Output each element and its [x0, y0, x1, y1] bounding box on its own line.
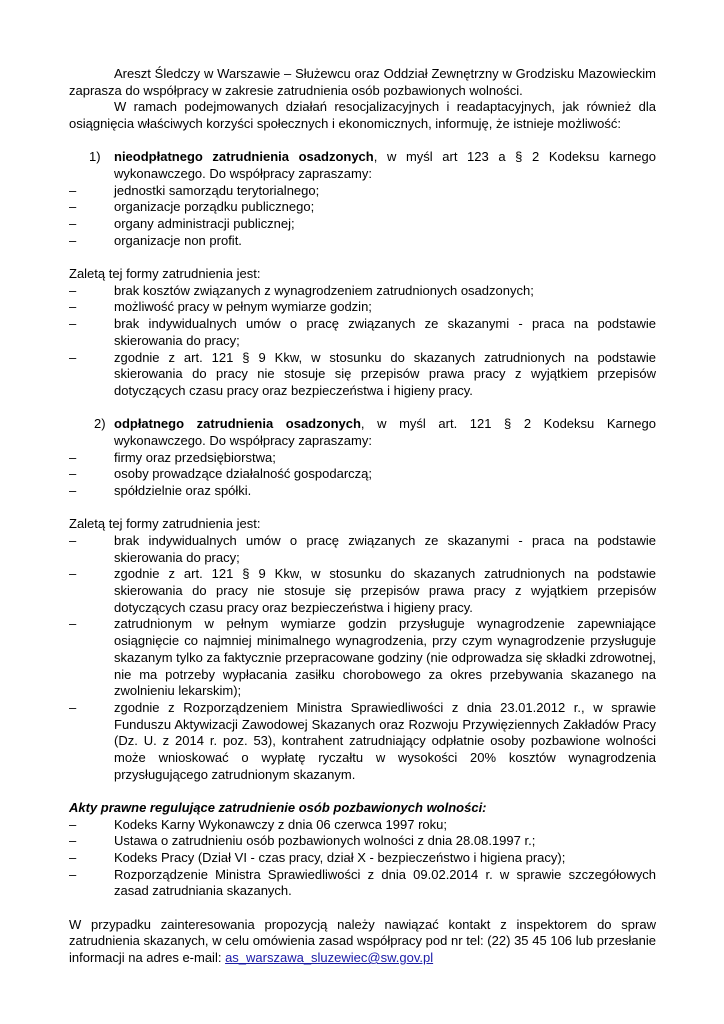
list-item: – możliwość pracy w pełnym wymiarze godzin;	[69, 299, 372, 315]
list-item: – brak indywidualnych umów o pracę związanych ze skazanymi - praca na podstawie skierowania do pracy;	[69, 316, 656, 348]
spacer	[69, 500, 656, 517]
email-link[interactable]: as_warszawa_sluzewiec@sw.gov.pl	[225, 950, 434, 966]
spacer	[69, 400, 656, 417]
legal-acts-title: Akty prawne regulujące zatrudnienie osób pozbawionych wolności:	[69, 799, 487, 815]
list-item: – organy administracji publicznej;	[69, 216, 295, 232]
section-2-heading	[94, 416, 656, 449]
section-1-advantages-title: Zaletą tej formy zatrudnienia jest:	[69, 266, 261, 282]
list-item: – brak kosztów związanych z wynagrodzeniem zatrudnionych osadzonych;	[69, 282, 534, 298]
section-1-rest: , w myśl art 123 a § 2 Kodeksu karnego wykonawczego. Do współpracy zapraszamy:	[114, 149, 656, 182]
list-item: – Kodeks Pracy (Dział VI - czas pracy, dział X - bezpieczeństwo i higiena pracy);	[69, 850, 566, 866]
section-2-text	[114, 416, 656, 449]
list-item: – organizacje non profit.	[69, 232, 242, 248]
list-item: – spółdzielnie oraz spółki.	[69, 482, 252, 498]
section-2-rest: , w myśl art. 121 § 2 Kodeksu Karnego wykonawczego. Do współpracy zapraszamy:	[114, 416, 656, 448]
list-item: – Kodeks Karny Wykonawczy z dnia 06 czerwca 1997 roku;	[69, 816, 447, 832]
list-item: – osoby prowadzące działalność gospodarczą;	[69, 466, 372, 482]
section-1-bold: nieodpłatnego zatrudnienia osadzonych	[114, 149, 374, 165]
section-2-number: 2)	[94, 416, 106, 432]
section-2-bold: odpłatnego zatrudnienia osadzonych	[114, 416, 361, 432]
section-2-advantages-list	[69, 533, 656, 784]
contact-text: W przypadku zainteresowania propozycją należy nawiązać kontakt z inspektorem do spraw zatrudnienia skazanych, w celu omówienia zasad współpracy pod nr tel: (22) 35 45 106 lub przesłanie informacji na adres e-mail:	[69, 916, 656, 966]
spacer	[69, 250, 656, 267]
section-1-heading	[89, 149, 656, 182]
legal-acts-list	[69, 817, 656, 901]
spacer	[69, 900, 656, 917]
list-item: – zgodnie z art. 121 § 9 Kkw, w stosunku do skazanych zatrudnionych na podstawie skierowania do pracy nie stosuje się przepisów prawa pracy z wyjątkiem przepisów dotyczących czasu pracy oraz bezpieczeństwa i higieny pracy.	[69, 566, 656, 615]
section-2-invited-list	[69, 450, 656, 500]
list-item: – Rozporządzenie Ministra Sprawiedliwości z dnia 09.02.2014 r. w sprawie szczegółowych zasad zatrudniania skazanych.	[69, 866, 656, 899]
section-1-invited-list	[69, 183, 656, 250]
list-item: – zgodnie z art. 121 § 9 Kkw, w stosunku do skazanych zatrudnionych na podstawie skierowania do pracy nie stosuje się przepisów prawa pracy z wyjątkiem przepisów dotyczących czasu pracy oraz bezpieczeństwa i higieny pracy.	[69, 349, 656, 398]
contact-paragraph	[69, 917, 656, 967]
list-item: – zgodnie z Rozporządzeniem Ministra Sprawiedliwości z dnia 23.01.2012 r., w sprawie Funduszu Aktywizacji Zawodowej Skazanych oraz Rozwoju Przywięziennych Zakładów Pracy (Dz. U. z 2014 r. poz. 53), kontrahent zatrudniający odpłatnie osoby pozbawione wolności może wnioskować o wypłatę ryczałtu w wysokości 20% kosztów wynagrodzenia przysługującego zatrudnionym skazanym.	[69, 699, 656, 782]
section-1-advantages-list	[69, 283, 656, 400]
spacer	[69, 783, 656, 800]
list-item: – Ustawa o zatrudnieniu osób pozbawionych wolności z dnia 28.08.1997 r.;	[69, 833, 536, 849]
list-item: – brak indywidualnych umów o pracę związanych ze skazanymi - praca na podstawie skierowania do pracy;	[69, 532, 656, 565]
section-1-number: 1)	[89, 149, 101, 165]
list-item: – zatrudnionym w pełnym wymiarze godzin przysługuje wynagrodzenie zapewniające osiągnięcie co najmniej minimalnego wynagrodzenia, przy czym wynagrodzenie przysługuje skazanym tylko za faktycznie przepracowane godziny (nie odprowadza się składki zdrowotnej, nie ma potrzeby wypłacania zasiłku chorobowego za okres przebywania skazanego na zwolnieniu lekarskim);	[69, 616, 656, 699]
section-1-text	[114, 149, 656, 182]
list-item: – firmy oraz przedsiębiorstwa;	[69, 449, 276, 465]
spacer	[69, 133, 656, 150]
section-2-advantages-title: Zaletą tej formy zatrudnienia jest:	[69, 516, 261, 532]
intro-paragraph-2: W ramach podejmowanych działań resocjalizacyjnych i readaptacyjnych, jak również dla osiągnięcia właściwych korzyści społecznych i ekonomicznych, informuję, że istnieje możliwość:	[69, 99, 656, 132]
list-item: – jednostki samorządu terytorialnego;	[69, 182, 320, 198]
list-item: – organizacje porządku publicznego;	[69, 199, 315, 215]
intro-paragraph-1: Areszt Śledczy w Warszawie – Służewcu oraz Oddział Zewnętrzny w Grodzisku Mazowieckim zaprasza do współpracy w zakresie zatrudnienia osób pozbawionych wolności.	[69, 66, 656, 98]
